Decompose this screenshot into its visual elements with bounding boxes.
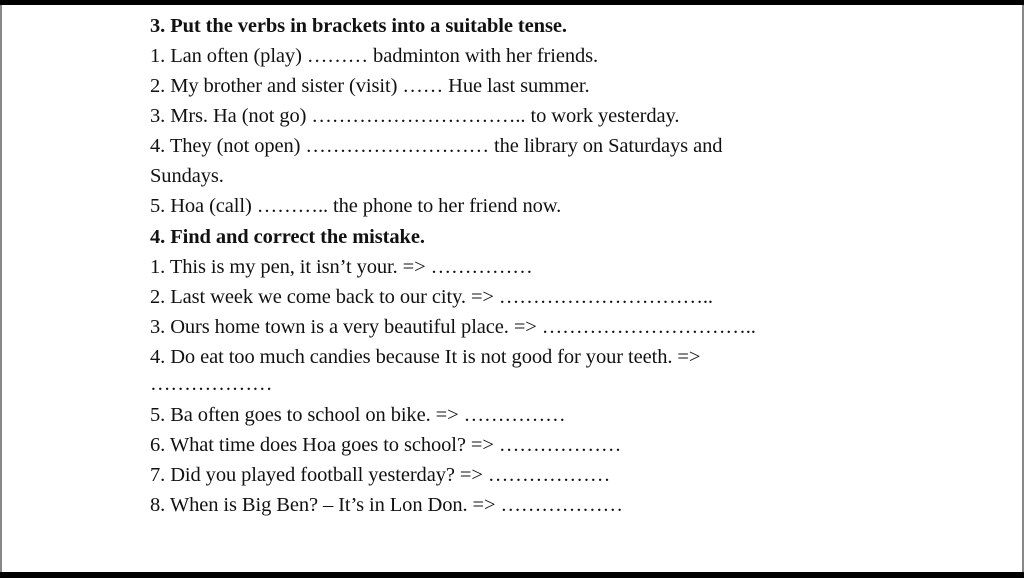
section-3-item-4: 4. They (not open) ……………………… the library on Saturdays and bbox=[150, 135, 723, 157]
section-4-item-8: 8. When is Big Ben? – It’s in Lon Don. => ……………… bbox=[150, 494, 623, 516]
section-3-item-3: 3. Mrs. Ha (not go) ………………………….. to work yesterday. bbox=[150, 105, 680, 127]
section-4-item-5: 5. Ba often goes to school on bike. => …………… bbox=[150, 404, 566, 426]
section-3-item-2: 2. My brother and sister (visit) …… Hue last summer. bbox=[150, 75, 590, 97]
section-4-item-4: 4. Do eat too much candies because It is not good for your teeth. => bbox=[150, 346, 701, 368]
section-4-heading: 4. Find and correct the mistake. bbox=[150, 226, 425, 248]
section-3-item-4-continued: Sundays. bbox=[150, 165, 224, 187]
document-page bbox=[0, 5, 1024, 572]
section-4-item-7: 7. Did you played football yesterday? => ……………… bbox=[150, 464, 611, 486]
section-4-item-1: 1. This is my pen, it isn’t your. => …………… bbox=[150, 256, 533, 278]
section-4-item-6: 6. What time does Hoa goes to school? => ……………… bbox=[150, 434, 622, 456]
section-4-item-3: 3. Ours home town is a very beautiful place. => ………………………….. bbox=[150, 316, 756, 338]
section-4-item-4-answer: ……………… bbox=[150, 373, 273, 395]
section-3-heading: 3. Put the verbs in brackets into a suitable tense. bbox=[150, 15, 567, 37]
section-3-item-1: 1. Lan often (play) ……… badminton with her friends. bbox=[150, 45, 599, 67]
section-4-item-2: 2. Last week we come back to our city. => ………………………….. bbox=[150, 286, 713, 308]
section-3-item-5: 5. Hoa (call) ……….. the phone to her friend now. bbox=[150, 195, 562, 217]
